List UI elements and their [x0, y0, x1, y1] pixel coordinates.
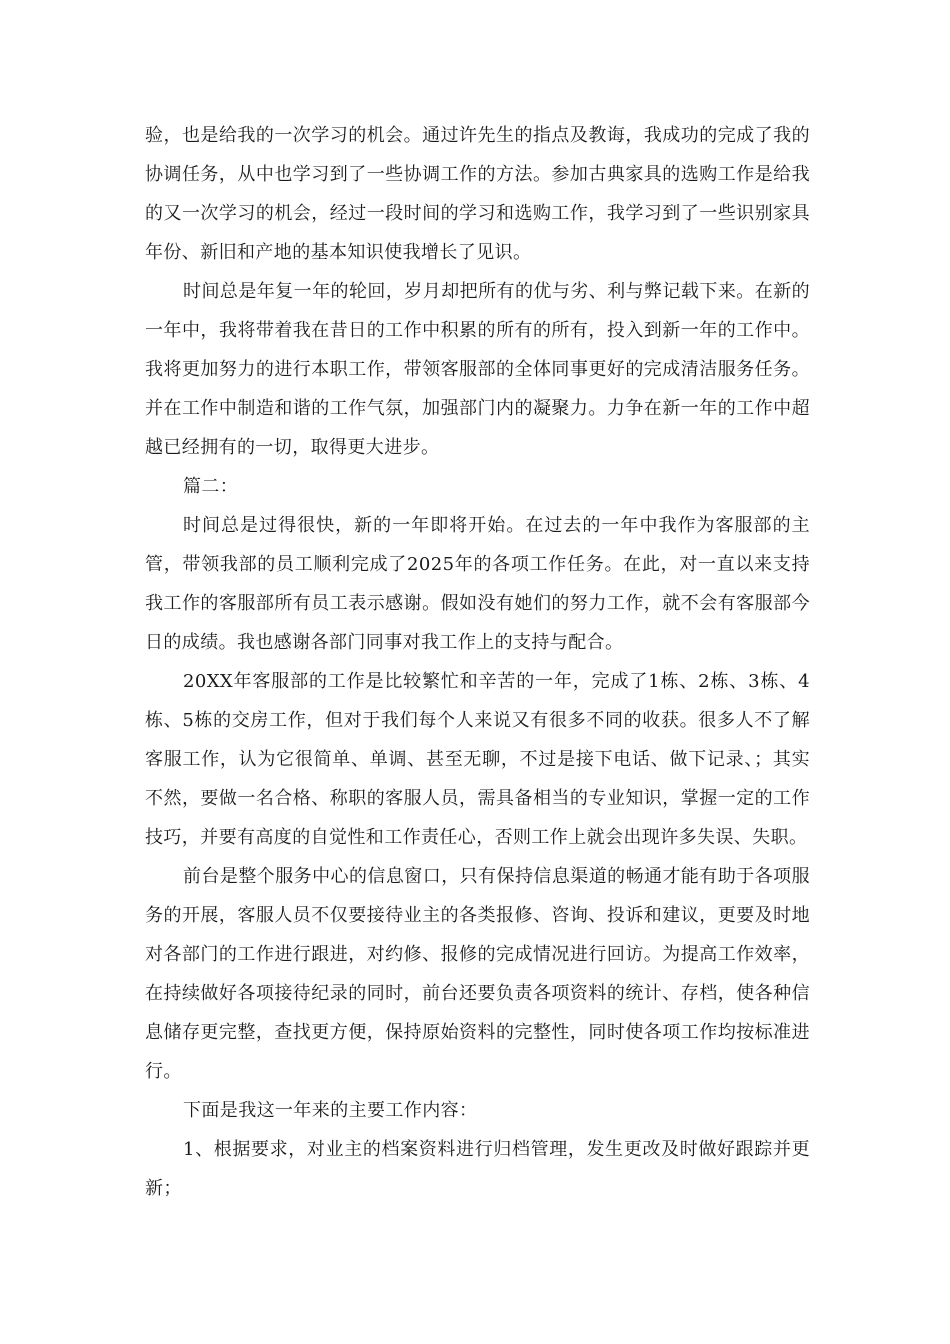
paragraph-3: 时间总是过得很快，新的一年即将开始。在过去的一年中我作为客服部的主管，带领我部的员工顺利完成了2025年的各项工作任务。在此，对一直以来支持我工作的客服部所有员工表示感谢。假如没有她们的努力工作，就不会有客服部今日的成绩。我也感谢各部门同事对我工作上的支持与配合。 — [145, 515, 810, 653]
paragraph-4: 20XX年客服部的工作是比较繁忙和辛苦的一年，完成了1栋、2栋、3栋、4栋、5栋的交房工作，但对于我们每个人来说又有很多不同的收获。很多人不了解客服工作，认为它很简单、单调、甚至无聊，不过是接下电话、做下记录、；其实不然，要做一名合格、称职的客服人员，需具备相当的专业知识，掌握一定的工作技巧，并要有高度的自觉性和工作责任心，否则工作上就会出现许多失误、失职。 — [145, 671, 810, 848]
paragraph-5: 前台是整个服务中心的信息窗口，只有保持信息渠道的畅通才能有助于各项服务的开展，客服人员不仅要接待业主的各类报修、咨询、投诉和建议，更要及时地对各部门的工作进行跟进，对约修、报修的完成情况进行回访。为提高工作效率，在持续做好各项接待纪录的同时，前台还要负责各项资料的统计、存档，使各种信息储存更完整，查找更方便，保持原始资料的完整性，同时使各项工作均按标准进行。 — [145, 866, 810, 1082]
section-heading: 篇二： — [183, 476, 239, 497]
paragraph-1: 验，也是给我的一次学习的机会。通过许先生的指点及教诲，我成功的完成了我的协调任务，从中也学习到了一些协调工作的方法。参加古典家具的选购工作是给我的又一次学习的机会，经过一段时间的学习和选购工作，我学习到了一些识别家具年份、新旧和产地的基本知识使我增长了见识。 — [145, 125, 810, 263]
paragraph-6: 下面是我这一年来的主要工作内容： — [183, 1100, 478, 1121]
document-body — [145, 116, 810, 1208]
paragraph-2: 时间总是年复一年的轮回，岁月却把所有的优与劣、利与弊记载下来。在新的一年中，我将带着我在昔日的工作中积累的所有的所有，投入到新一年的工作中。我将更加努力的进行本职工作，带领客服部的全体同事更好的完成清洁服务任务。并在工作中制造和谐的工作气氛，加强部门内的凝聚力。力争在新一年的工作中超越已经拥有的一切，取得更大进步。 — [145, 281, 810, 458]
list-item-1: 1、根据要求，对业主的档案资料进行归档管理，发生更改及时做好跟踪并更新； — [145, 1139, 810, 1199]
